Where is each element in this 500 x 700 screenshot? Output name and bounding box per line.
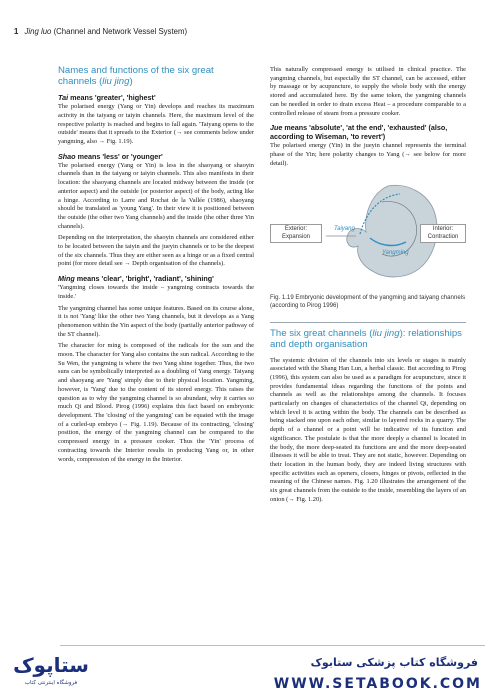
label-interior-contraction: Interior: Contraction bbox=[420, 224, 466, 243]
paragraph-ming-2: The yangming channel has some unique features. Based on its course alone, it is not 'Yang' like the other two Yang channels, but it develops as a Yang phenomenon within the Yin aspect of the body (partially anterior pathway of the ST channel). bbox=[58, 304, 254, 338]
setabook-logo bbox=[12, 654, 90, 694]
paragraph-tai: The polarised energy (Yang or Yin) develops and reaches its maximum activity in the taiyang or taiyin channels. Here, the maximum level of the respective polarity is reached and begins to fall again. 'Taiyang opens to the outside' means that it spreads to the Exterior (→ see comments below under yangming, also → Fig. 1.19). bbox=[58, 103, 254, 145]
page-number: 1 bbox=[14, 27, 19, 36]
chapter-title: (Channel and Network Vessel System) bbox=[53, 27, 188, 36]
paragraph-yangming-cont: This naturally compressed energy is utilised in clinical practice. The yangming channels, but especially the ST channel, can be accessed, either by massage or by acupuncture, to supply the whole body with the energy stored and accumulated here. By the same token, the yangming channels can be needled in order to drain excess Heat – a procedure comparable to a controlled release of steam from a pressure cooker. bbox=[270, 66, 466, 117]
section-title-names: Names and functions of the six great channels (liu jing) bbox=[58, 65, 214, 87]
label-yangming: Yangming bbox=[382, 250, 409, 257]
figure-embryo bbox=[270, 172, 466, 292]
section-title-relationships: The six great channels (liu jing): relationships and depth organisation bbox=[270, 328, 462, 350]
footer-banner bbox=[0, 644, 500, 700]
label-taiyang: Taiyang bbox=[334, 226, 355, 233]
logo-tagline: فروشگاه اینترنتی کتاب bbox=[24, 680, 78, 686]
subheading-jue: Jue means 'absolute', 'at the end', 'exhausted' (also, according to Wiseman, 'to revert') bbox=[270, 123, 448, 142]
right-column bbox=[270, 66, 466, 507]
paragraph-relationships: The systemic division of the channels into six levels or stages is mainly associated with the Shang Han Lun, a herbal classic. But according to Pirog (1996), this system can also be used as a paradigm for acupuncture, since it provides fundamental ideas regarding the functions of the points and channels as well as the relationships among the channels. It focuses particularly on changes of characteristics of the channel Qi, depending on which level it is acting within the body. The channels can be described as being stacked one upon each other, similar to layered rocks in a quarry. The depth of a channel or a point will be indicative of its function and significance. The postulate is that the more deeply a channel is located in the body, the more deep-seated its functions are and the more deep-seated illnesses it will be able to treat. They are not static, however. Depending on their location in the human body, they are indeed living structures with specific activities such as openers, closers, hinges or pivots, reflected in the meaning of the Chinese names. Fig. 1.20 illustrates the arrangement of the six great channels from the outside to the inside, resembling the layers of an onion (→ Fig. 1.20). bbox=[270, 356, 466, 503]
paragraph-jue: The polarised energy (Yin) in the jueyin channel represents the terminal phase of the Yin; here polarity changes to Yang (→ see below for more detail). bbox=[270, 142, 466, 167]
paragraph-shao-2: Depending on the interpretation, the shaoyin channels are considered either to be located between the taiyin and the jueyin channels or to be the deepest of the six channels. Thus they are either seen as a hinge or as a fixed central point (for more detail see → Depth organisation of the channels). bbox=[58, 234, 254, 268]
logo-wordmark: ستاپوک bbox=[13, 653, 89, 677]
chapter-title-italic: Jing luo bbox=[24, 27, 52, 36]
paragraph-ming-1: 'Yangming closes towards the inside – yangming contracts towards the inside.' bbox=[58, 284, 254, 300]
paragraph-ming-3: The character for ming is composed of the radicals for the sun and the moon. The character for Yang also contains the sun radical. According to the Su Wen, the yangming is where the two Yang shine together. Thus, the two suns can be symbolically interpreted as a doubling of Yang energy. Taiyang and shaoyang are 'Yang' simply due to their physical location. Yangming, however, is 'Yang' due to the content of its stored energy. This raises the question as to why the yangming channel is so abundant, why it carries so much Qi and Blood. Pirog (1996) explains this fact based on embryonic development. The 'closing' of the yangming' can be equated with the image of a curled-up embryo (→ Fig. 1.19). Because of its contracting, 'closing' position, the energy of the yangming channel can be compared to the compressed energy in a pressure cooker. Thus the 'Yin' process of contracting towards the Interior results in producing Yang or, in other words, compression of the energy in the Interior. bbox=[58, 342, 254, 463]
subheading-ming: Ming means 'clear', 'bright', 'radiant', 'shining' bbox=[58, 274, 214, 284]
figure-caption: Fig. 1.19 Embryonic development of the yangming and taiyang channels (according to Pirog 1996) bbox=[270, 294, 466, 310]
left-column bbox=[58, 66, 254, 467]
section-divider bbox=[270, 322, 466, 323]
footer-store-name: فروشگاه کتاب پزشکی ستابوک bbox=[310, 656, 478, 669]
running-head bbox=[14, 27, 187, 36]
paragraph-shao-1: The polarised energy (Yang or Yin) is less in the shaoyang or shaoyin channels than in the taiyang or taiyin channels. This also manifests in their location: the shaoyang channels are located midway between the inside (or anterior aspect) and the outside (or posterior aspect) of the body, acting like a hinge. According to Larre and Rochat de la Vallée (1986), shaoyang should be translated as 'young Yang'. In their view it is positioned between the outside (the other two Yang channels) and the inside (the other three Yin channels). bbox=[58, 161, 254, 230]
label-exterior-expansion: Exterior: Expansion bbox=[270, 224, 322, 243]
subheading-shao: Shao means 'less' or 'younger' bbox=[58, 151, 163, 161]
footer-divider bbox=[60, 645, 485, 646]
subheading-tai: Tai means 'greater', 'highest' bbox=[58, 93, 156, 103]
footer-url-link[interactable]: WWW.SETABOOK.COM bbox=[273, 676, 482, 692]
